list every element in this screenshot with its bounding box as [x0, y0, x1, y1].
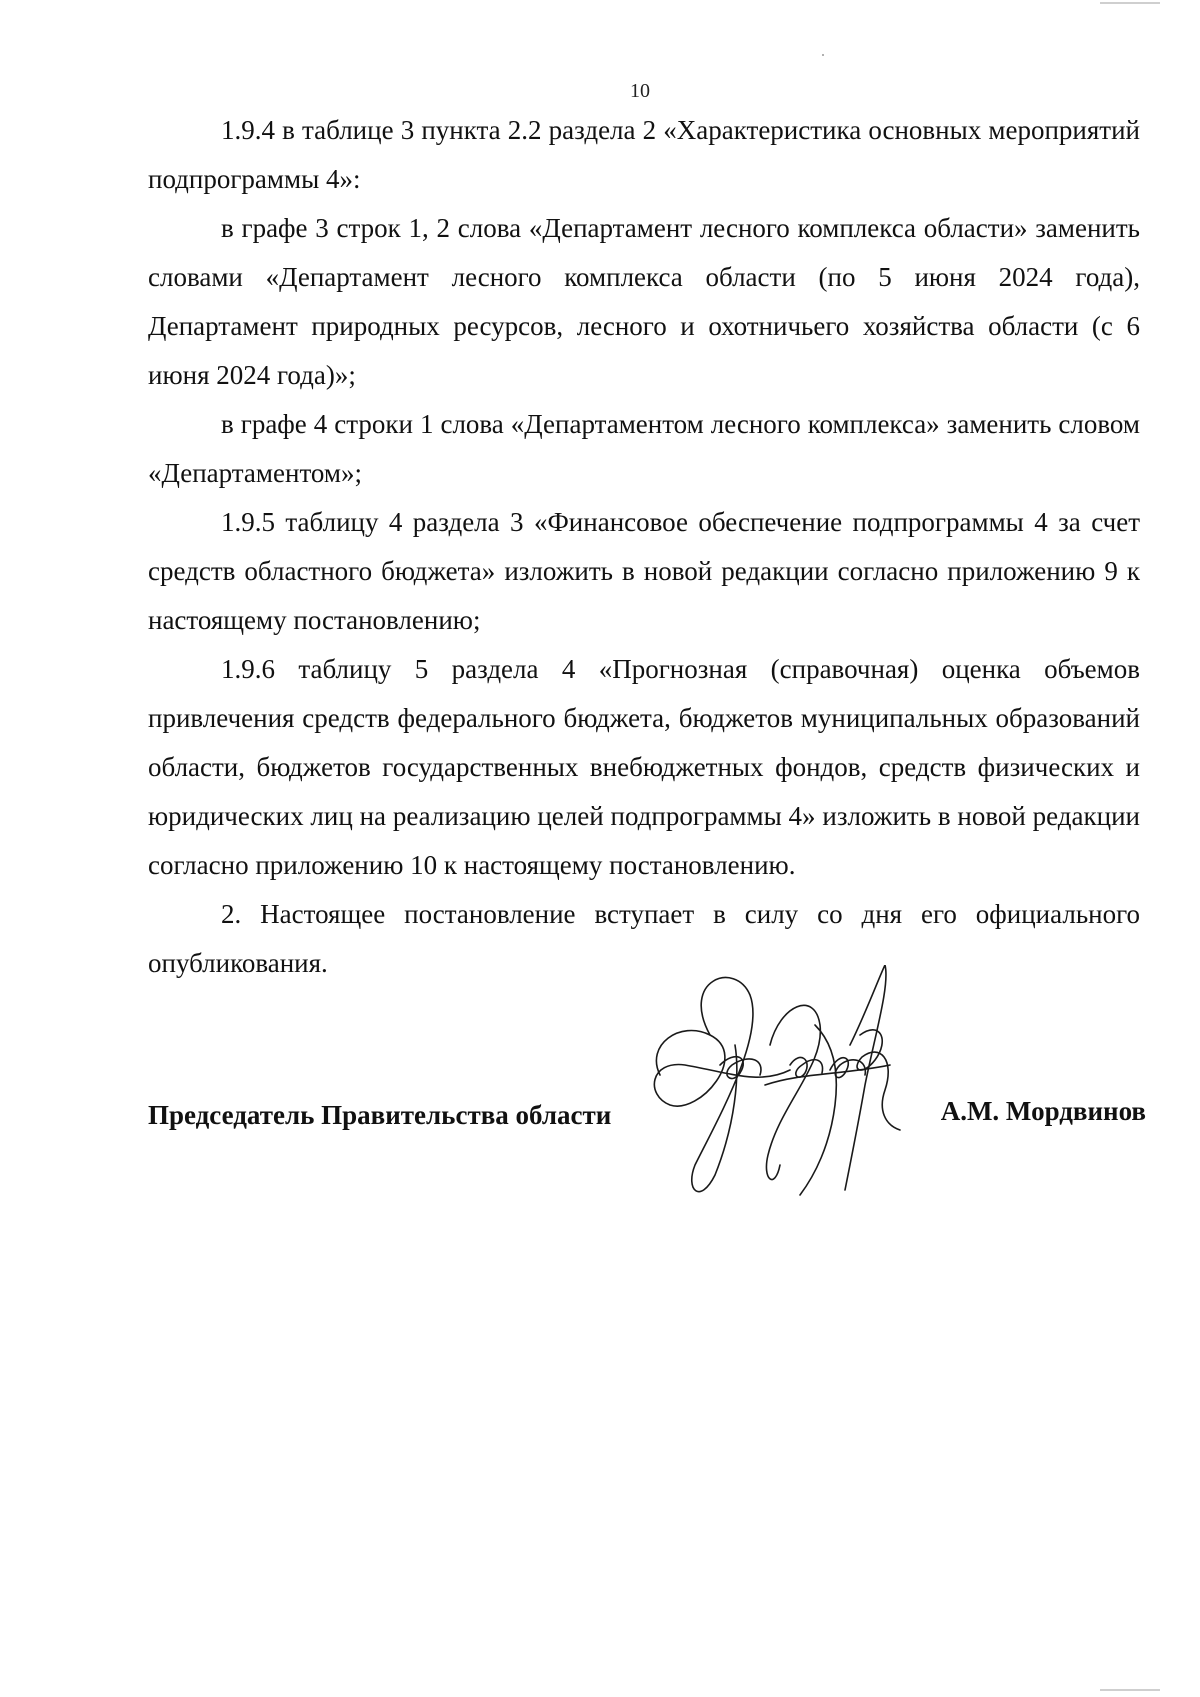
scan-edge-mark: [1100, 2, 1160, 4]
signatory-title: Председатель Правительства области: [148, 1100, 612, 1130]
document-body: [148, 106, 1140, 988]
paragraph-column-3: в графе 3 строк 1, 2 слова «Департамент лесного комплекса области» заменить словами «Департамент лесного комплекса области (по 5 июня 2024 года), Департамент природных ресурсов, лесного и охотничьего хозяйства области (с 6 июня 2024 года)»;: [148, 213, 1140, 390]
paragraph-1-9-4: 1.9.4 в таблице 3 пункта 2.2 раздела 2 «Характеристика основных мероприятий подпрограммы 4»:: [148, 115, 1140, 194]
signatory-name: А.М. Мордвинов: [940, 1096, 1146, 1126]
scan-speck: [822, 54, 824, 56]
paragraph-2-effective-date: 2. Настоящее постановление вступает в силу со дня его официального опубликования.: [148, 899, 1140, 978]
page-number: 10: [630, 80, 650, 102]
paragraph-column-4: в графе 4 строки 1 слова «Департаментом лесного комплекса» заменить словом «Департаментом»;: [148, 409, 1140, 488]
handwritten-signature: [640, 965, 930, 1230]
paragraph-1-9-6: 1.9.6 таблицу 5 раздела 4 «Прогнозная (справочная) оценка объемов привлечения средств федерального бюджета, бюджетов муниципальных образований области, бюджетов государственных внебюджетных фондов, средств физических и юридических лиц на реализацию целей подпрограммы 4» изложить в новой редакции согласно приложению 10 к настоящему постановлению.: [148, 654, 1140, 880]
scan-edge-mark: [1100, 1689, 1160, 1691]
paragraph-1-9-5: 1.9.5 таблицу 4 раздела 3 «Финансовое обеспечение подпрограммы 4 за счет средств областного бюджета» изложить в новой редакции согласно приложению 9 к настоящему постановлению;: [148, 507, 1140, 635]
signature-block: [148, 1096, 1146, 1160]
